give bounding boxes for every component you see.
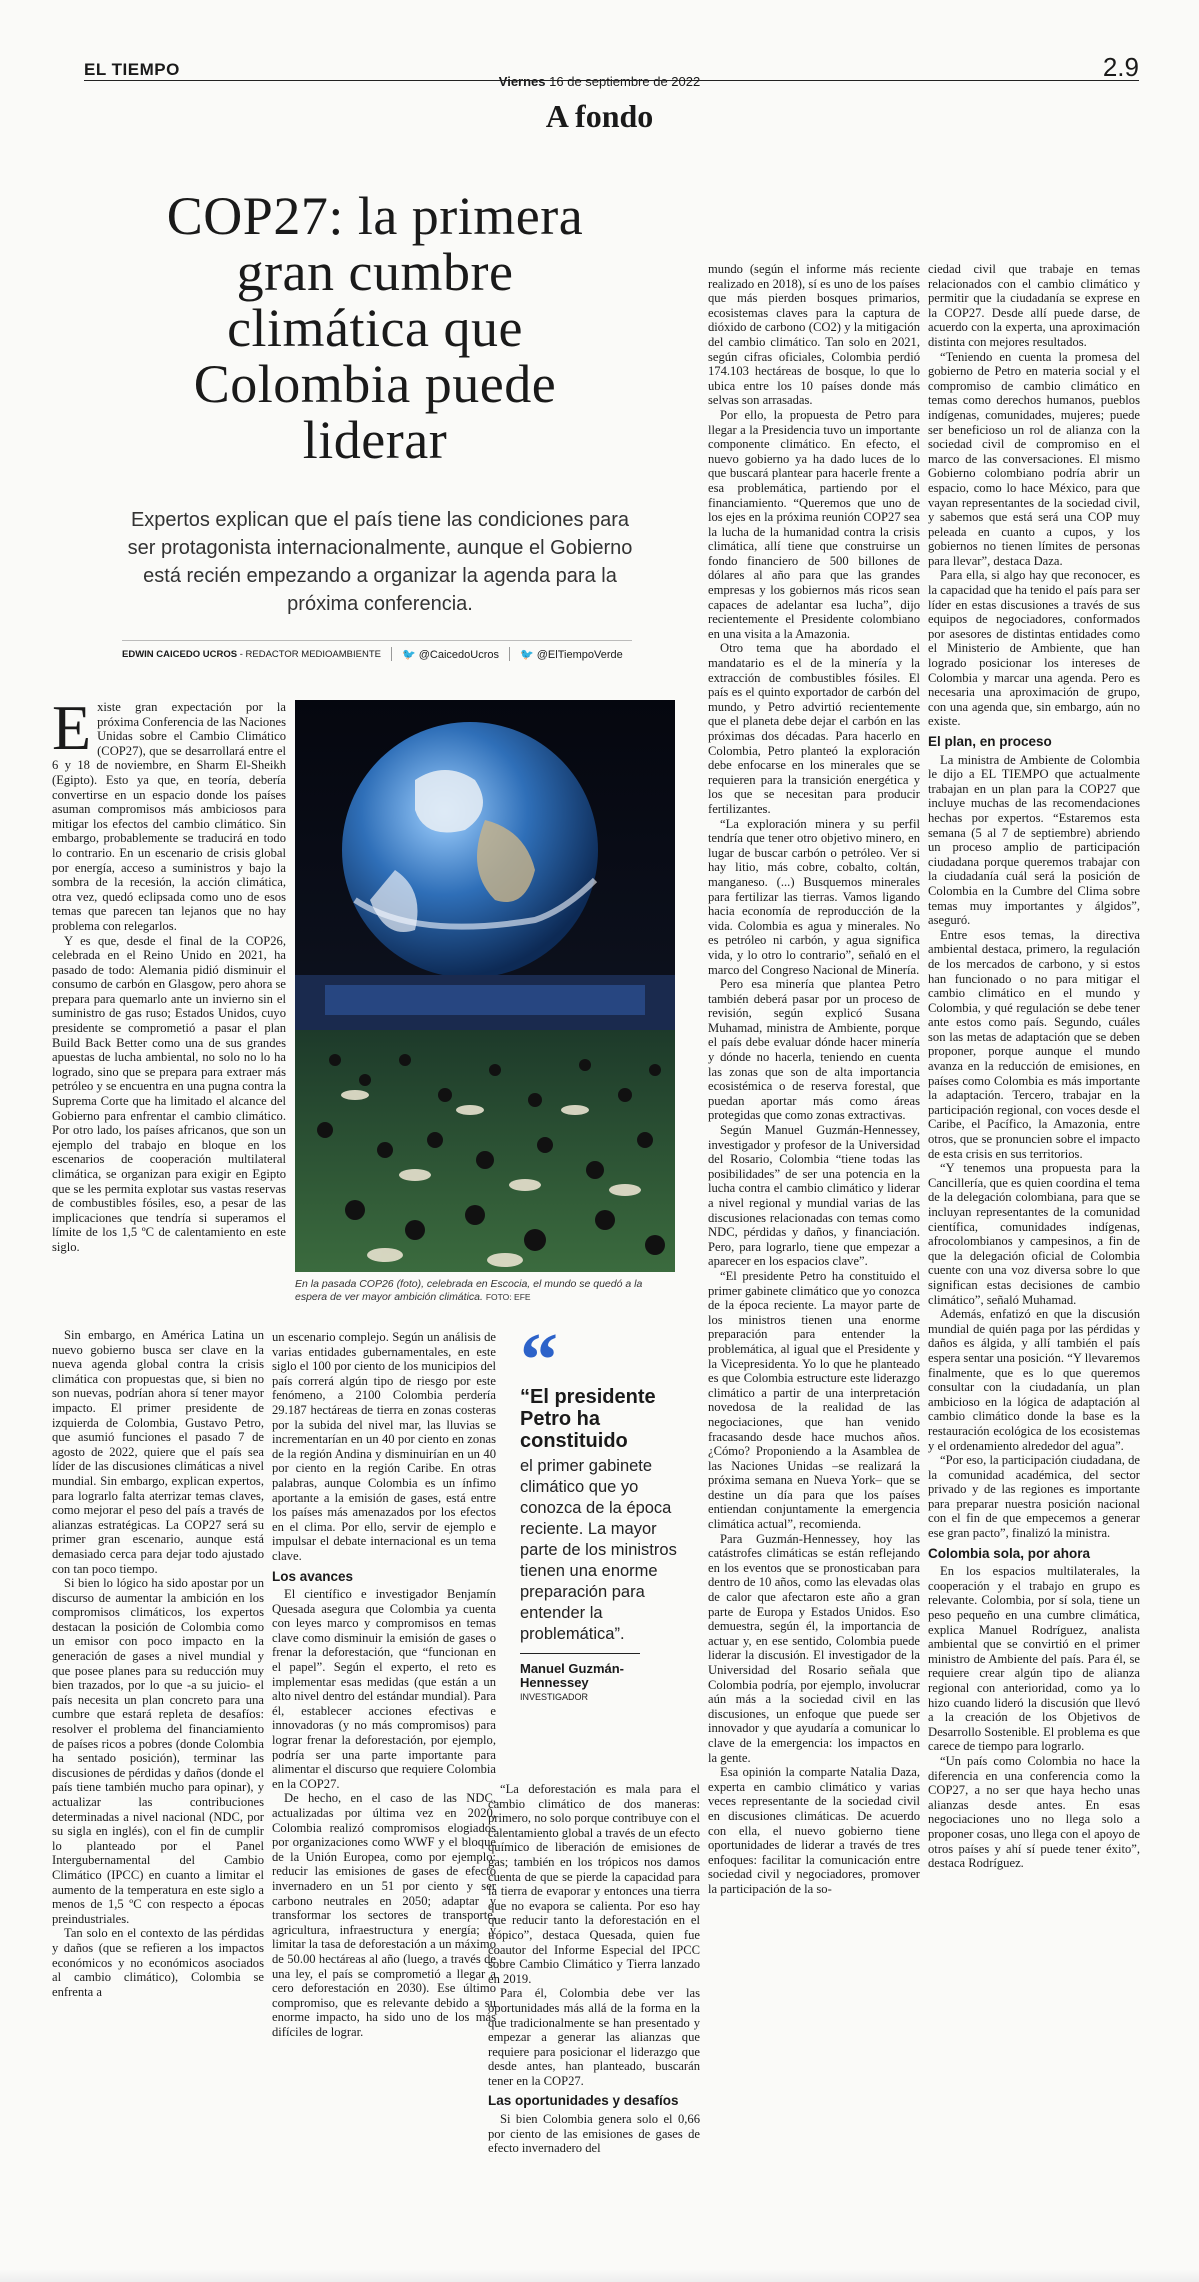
byline-author: EDWIN CAICEDO UCROS (122, 648, 238, 660)
quote-mark-icon: “ (520, 1318, 558, 1402)
paragraph: Si bien Colombia genera solo el 0,66 por ciento de las emisiones de gases de efecto invernadero del (488, 2112, 700, 2156)
paragraph: El científico e investigador Benjamín Quesada asegura que Colombia ya cuenta con leyes marco y compromisos en temas clave como disminuir la emisión de gases o frenar la deforestación, que “funcionan en el papel”. Según el experto, el reto es implementar esas medidas (que están a un alto nivel dentro del estándar mundial). Para él, establecer acciones efectivas e innovadoras (y no más compromisos) para lograr frenar la deforestación, por ejemplo, podría ser una parte importante para alimentar el discurso que requiere Colombia en la COP27. (272, 1587, 496, 1791)
paragraph: Esa opinión la comparte Natalia Daza, experta en cambio climático y varias veces representante de la sociedad civil en discusiones climáticas. De acuerdo con ella, el nuevo gobierno tiene oportunidades de liderar a través de tres enfoques: facilitar la comunicación entre sociedad civil y negociadores, promover la participación de la so- (708, 1765, 920, 1896)
paragraph: Pero esa minería que plantea Petro también deberá pasar por un proceso de revisión, según explicó Susana Muhamad, ministra de Ambiente, porque el país debe evaluar dónde hacer minería y dónde no hacerla, teniendo en cuenta las zonas que son de alta importancia ecosistémica o de reserva forestal, que puedan aportar más como áreas protegidas que como zonas extractivas. (708, 977, 920, 1123)
subhead-plan: El plan, en proceso (928, 734, 1052, 749)
cop26-photo (295, 700, 675, 1272)
paragraph: Por ello, la propuesta de Petro para llegar a la Presidencia tuvo un importante componente climático. En efecto, el nuevo gobierno ya ha dado luces de lo que buscará plantear para hacerle frente a esa problemática, partiendo por el financiamiento. “Queremos que uno de los ejes en la próxima reunión COP27 sea la lucha de la humanidad contra la crisis climática, allí tiene que construirse un fondo financiero de 500 billones de dólares al año para que las grandes empresas y los gobiernos más ricos sean capaces de adelantar esa lucha”, dijo recientemente el Presidente colombiano en una visita a la Amazonia. (708, 407, 920, 641)
deck: Expertos explican que el país tiene las condiciones para ser protagonista internacionalmente, aunque el Gobierno está recién empezando a organizar la agenda para la próxima conferencia. (127, 509, 633, 615)
paragraph: Según Manuel Guzmán-Hennessey, investigador y profesor de la Universidad del Rosario, Colombia “tiene todas las posibilidades” de ser una potencia en la lucha contra el cambio climático y liderar a nivel regional y mundial varias de las discusiones relacionadas con temas como NDC, pérdidas y daños, y financiación. Pero, para lograrlo, tiene que empezar a aparecer en los espacios clave”. (708, 1123, 920, 1269)
paragraph: La ministra de Ambiente de Colombia le dijo a EL TIEMPO que actualmente trabajan en un plan para la COP27 que incluye muchas de las recomendaciones hechas por expertos. “Estaremos esta semana (5 al 7 de septiembre) abriendo un proceso amplio de participación ciudadana porque queremos trabajar con la ciudadanía cuál será la posición de Colombia en la Cumbre del Clima sobre temas muy importantes y álgidos”, aseguró. (928, 752, 1140, 928)
date-rest: 16 de septiembre de 2022 (549, 74, 701, 89)
quote-role: INVESTIGADOR (520, 1692, 589, 1702)
quote-author: Manuel Guzmán-Hennessey (520, 1661, 625, 1690)
paragraph: Para él, Colombia debe ver las oportunidades más allá de la forma en la que tradicionalmente se han presentado y empezar a generar las alianzas que requiere para posicionar el liderazgo que desde antes, han planteado, buscarán tener en la COP27. (488, 1986, 700, 2088)
paragraph: “Y tenemos una propuesta para la Cancillería, que es quien coordina el tema de la delegación colombiana, para que se incluyan representantes de la comunidad científica, comunidades indígenas, afrocolombianos y campesinos, a fin de que la delegación oficial de Colombia cuente con una voz diversa sobre lo que significan estas decisiones de cambio climático”, señaló Muhamad. (928, 1161, 1140, 1307)
paragraph: “El presidente Petro ha constituido el primer gabinete climático que yo conozca de la época reciente. La mayor parte de los ministros tienen una enorme preparación para entender la problemática, al igual que el Presidente y la Vicepresidenta. Yo lo que he planteado es que Colombia estructure este liderazgo climático a partir de una interpretación novedosa de la realidad de las negociaciones, que han venido fracasando desde hace muchos años. ¿Cómo? Proponiendo a la Asamblea de las Naciones Unidas –se realizará la próxima semana en Nueva York– que se destine un día para que los países entiendan conjuntamente la emergencia climática actual”, recomienda. (708, 1268, 920, 1532)
paragraph: Para Guzmán-Hennessey, hoy las catástrofes climáticas se están reflejando en los eventos que se pronosticaban para dentro de 10 años, como las elevadas olas de calor que afectaron este año a gran parte de Europa y Estados Unidos. Eso demuestra, según él, la importancia de actuar y, en ese sentido, Colombia puede liderar la discusión. El investigador de la Universidad del Rosario señala que Colombia podría, por ejemplo, involucrar aún más a la sociedad civil en las discusiones, un enfoque que puede ser innovador y que ayudaría a comunicar lo clave de la emergencia: los impactos en la gente. (708, 1531, 920, 1765)
photo-credit: FOTO: EFE (485, 1292, 531, 1302)
paragraph: un escenario complejo. Según un análisis de varias entidades gubernamentales, en este siglo el 100 por ciento de los municipios del país correrá algún tipo de riesgo por este fenómeno, a 2100 Colombia perdería 29.187 hectáreas de tierra en zonas costeras por la subida del nivel mar, las lluvias se incrementarían en un 40 por ciento en zonas de la región Andina y disminuirían en un 40 por ciento en la región Caribe. En otras palabras, aunque Colombia es un ínfimo aportante a la emisión de gases, está entre los países más amenazados por los efectos en el clima. Por ello, servir de ejemplo e impulsar el debate internacional es un tema clave. (272, 1330, 496, 1563)
byline-separator (509, 647, 510, 661)
header-rule (84, 80, 1139, 81)
column-5 (928, 262, 1140, 1871)
column-4 (708, 262, 920, 1897)
paragraph: “La exploración minera y su perfil tendría que tener otro objetivo minero, en lugar de buscar carbón o petróleo. Ver si hay litio, más cobre, cobalto, coltán, manganeso. (...) Busquemos minerales para fertilizar las tierras. Vamos ligando hacia economía de reproducción de la vida. Colombia es agua y minerales. No es petróleo ni carbón, y agua significa vida, y lo otro lo contrario”, señaló en el marco del Congreso Nacional de Minería. (708, 816, 920, 977)
paragraph: “Por eso, la participación ciudadana, de la comunidad académica, del sector privado y de las regiones es importante para preparar nuestra posición nacional con el fin de que empecemos a generar ese gran pacto”, finalizó la ministra. (928, 1453, 1140, 1541)
subhead-avances: Los avances (272, 1568, 354, 1584)
byline (122, 640, 632, 661)
paragraph: De hecho, en el caso de las NDC, actualizadas por última vez en 2020, Colombia realizó compromisos elogiados por organizaciones como WWF y el bloque de la Unión Europea, como por ejemplo: reducir las emisiones de gases de efecto invernadero en un 51 por ciento y ser carbono neutrales en 2050; adaptar y transformar los sectores de transporte, agricultura, infraestructura y energía; y limitar la tasa de deforestación a un máximo de 50.00 hectáreas al año (luego, a través de una ley, el país se comprometió a llegar a cero deforestación en 2030). Ese último compromiso, que es relevante debido a su enorme impacto, ha sido uno de los más difíciles de lograr. (272, 1791, 496, 2039)
quote-body: el primer gabinete climático que yo conozca de la época reciente. La mayor parte de los ministros tienen una enorme preparación para entender la problemática”. (520, 1457, 677, 1643)
paragraph: “La deforestación es mala para el cambio climático de dos maneras: primero, no solo porque contribuye con el calentamiento global a través de un efecto químico de liberación de emisiones de gas; también en los trópicos nos damos cuenta de que se pierde la capacidad para la tierra de evaporar y entonces una tierra que no evapora se calienta. Por eso hay que reducir tanto la deforestación en el trópico”, destaca Quesada, quien fue coautor del Informe Especial del IPCC sobre Cambio Climático y Tierra lanzado en 2019. (488, 1782, 700, 1986)
quote-rule (520, 1653, 640, 1654)
paragraph: Y es que, desde el final de la COP26, celebrada en el Reino Unido en 2021, ha pasado de todo: Alemania pidió disminuir el consumo de carbón en Glasgow, pero ahora se prepara para quemarlo ante un invierno sin el suministro de gas ruso; Estados Unidos, cuyo presidente se comprometió a pasar el plan Build Back Better como una de sus grandes apuestas de lucha ambiental, no solo no lo ha logrado, sino que se prepara para extraer más petróleo y se encuentra en una pugna contra la Suprema Corte que ha limitado el alcance del Gobierno para enfrentar el cambio climático. Por otro lado, los países africanos, que son un ejemplo del trabajo en bloque en los escenarios de cooperación multilateral climática, se organizan para exigir en Egipto que se les permita explotar sus vastas reservas de combustibles fósiles, eso, a pesar de las implicaciones que tendría si superamos el límite de los 1,5 ºC de calentamiento en este siglo. (52, 933, 286, 1254)
paragraph: Además, enfatizó en que la discusión mundial de quién paga por las pérdidas y daños es álgida, y allí también el país espera sentar una posición. “Y llevaremos finalmente, que es lo que queremos consultar con la ciudadanía, un plan ambicioso en la lógica de adaptación al cambio climático donde la base es la restauración ecológica de los ecosistemas y el ordenamiento alrededor del agua”. (928, 1307, 1140, 1453)
section-title: A fondo (545, 98, 654, 134)
paragraph: Sin embargo, en América Latina un nuevo gobierno busca ser clave en la nueva agenda global contra la crisis climática con propuestas que, si bien no son nuevas, podrían ahora sí tener mayor impacto. El primer presidente de izquierda de Colombia, Gustavo Petro, que asumió funciones el pasado 7 de agosto de 2022, quiere que el país sea líder de las discusiones climáticas a nivel mundial. Sin embargo, explican expertos, para lograrlo falta aterrizar temas claves, como mejorar el peso del país a través de alianzas estratégicas. La COP27 será su primer gran escenario, aunque está demasiado cerca para dejar todo ajustado con tan poco tiempo. (52, 1328, 264, 1576)
dropcap: E (52, 692, 92, 763)
paragraph: mundo (según el informe más reciente realizado en 2018), sí es uno de los países que más pierden bosques primarios, ecosistemas claves para la captura de dióxido de carbono (CO2) y la mitigación del cambio climático. Tan solo en 2021, según cifras oficiales, Colombia perdió 174.103 hectáreas de bosque, lo que lo ubica entre los 10 países donde más selvas son arrasadas. (708, 262, 920, 408)
page-number: 2.9 (1102, 52, 1139, 82)
subhead-oportunidades: Las oportunidades y desafíos (488, 2093, 679, 2109)
paragraph: Entre esos temas, la directiva ambiental destaca, primero, la regulación de los mercados de carbono, y si estos han funcionado o no para mitigar el cambio climático en el mundo y Colombia, y qué regulación se debe tener ante estos como país. Segundo, cuáles son las metas de adaptación que se deben proponer, porque aunque el mundo avanza en la reducción de emisiones, en países como Colombia es más importante la adaptación. Tercero, trabajar en la participación regional, con voces desde el Caribe, el Pacífico, la Amazonia, entre otros, que se pronuncien sobre el impacto de esta crisis en sus territorios. (928, 927, 1140, 1161)
paragraph: Para ella, si algo hay que reconocer, es la capacidad que ha tenido el país para ser líder en estas discusiones a través de sus equipos de negociadores, conformados por asesores de distintas entidades como el Ministerio de Ambiente, que han logrado posicionar los intereses de Colombia y marcar una agenda. Pero es necesaria una aproximación de grupo, con una agenda que, sin embargo, aún no existe. (928, 568, 1140, 729)
masthead: EL TIEMPO (84, 60, 180, 79)
paragraph: ciedad civil que trabaje en temas relacionados con el cambio climático y permitir que la ciudadanía se exprese en la COP27. Desde allí puede darse, de acuerdo con la experta, una aproximación distinta con mejores resultados. (928, 262, 1140, 349)
column-3 (488, 1782, 700, 2156)
subhead-colombia-sola: Colombia sola, por ahora (928, 1545, 1091, 1561)
twitter-bird-icon: 🐦 (401, 648, 416, 661)
issue-date (0, 74, 1199, 89)
twitter-author[interactable]: 🐦 @CaicedoUcros (401, 648, 499, 661)
paragraph: Otro tema que ha abordado el mandatario es el de la minería y la extracción de combustibles fósiles. El país es el quinto exportador de carbón del mundo, y Petro advirtió recientemente que el planeta debe dejar el carbón en las próximas dos décadas. Para hacerlo en Colombia, Petro planteó la exploración debe enfocarse en los minerales que se requieren para la transición energética y los que se necesitan para producir fertilizantes. (708, 641, 920, 816)
twitter-bird-icon: 🐦 (520, 648, 534, 661)
paragraph: “Teniendo en cuenta la promesa del gobierno de Petro en materia social y el compromiso de cambio climático en temas como derechos humanos, pueblos indígenas, comunidades, mujeres; puede ser beneficioso un rol de alianza con la sociedad civil de compromiso en el marco de las conversaciones. El mismo Gobierno colombiano podría abrir un espacio, como lo hace México, para que vayan representantes de la sociedad civil, y sabemos que está será una COP muy peleada en cuanto a cupos, y los gobiernos no tienen límites de personas para llevar”, destaca Daza. (928, 349, 1140, 568)
paragraph: Si bien lo lógico ha sido apostar por un discurso de aumentar la ambición en los compromisos climáticos, los expertos destacan la posición de Colombia como un emisor con poco impacto en la generación de gases a nivel mundial y que posee planes para su reducción muy bien trazados, por lo que -a su juicio- el país necesita un plan concreto para una cumbre que estará repleta de desafíos: resolver el problema del financiamiento de países ricos a pobres (donde Colombia ha sentado posición), terminar las discusiones de pérdidas y daños (donde el país tiene también mucho para opinar), y actualizar las contribuciones determinadas a nivel nacional (NDC, por su sigla en inglés), con el fin de cumplir lo planteado por el Panel Intergubernamental del Cambio Climático (IPCC) en cuanto a limitar el aumento de la temperatura en este siglo a menos de 1,5 ºC con respecto a épocas preindustriales. (52, 1576, 264, 1926)
byline-role: - REDACTOR MEDIOAMBIENTE (237, 648, 381, 660)
pull-quote (520, 1318, 680, 1702)
headline: COP27: la primera gran cumbre climática que Colombia puede liderar (166, 186, 584, 470)
quote-title: “El presidente Petro ha constituido (520, 1386, 656, 1452)
column-2 (272, 1330, 496, 2040)
column-1-lower (52, 1328, 264, 1999)
paragraph: En los espacios multilaterales, la cooperación y el trabajo en grupo es relevante. Colombia, por sí sola, tiene un peso pequeño en una cumbre climática, explica Manuel Rodríguez, analista ambiental que se convirtió en el primer ministro de Ambiente del país. Para él, se requiere crear algún tipo de alianza regional con anterioridad, como ya lo hizo cuando lideró la discusión que llevó a la creación de los Objetivos de Desarrollo Sostenible. El problema es que carece de tiempo para lograrlo. (928, 1564, 1140, 1754)
byline-separator (391, 647, 392, 661)
twitter-paper[interactable]: 🐦 @ElTiempoVerde (520, 648, 623, 661)
paragraph: “Un país como Colombia no hace la diferencia en una conferencia como la COP27, a no ser que haya hecho unas alianzas desde antes. En esas negociaciones uno no llega solo a proponer cosas, uno llega con el apoyo de otros países y ahí sí puede tener éxito”, destaca Rodríguez. (928, 1753, 1140, 1871)
scan-edge (0, 2270, 1199, 2282)
photo-caption: En la pasada COP26 (foto), celebrada en Escocia, el mundo se quedó a la espera de ver mayor ambición climática. FOTO: EFE (295, 1278, 643, 1303)
column-1: Existe gran expectación por la próxima Conferencia de las Naciones Unidas sobre el Cambio Climático (COP27), que se desarrollará entre el 6 y 18 de noviembre, en Sharm El-Sheikh (Egipto). Esto ya que, en teoría, debería convertirse en un espacio donde los países asuman compromisos más ambiciosos para mitigar los efectos del cambio climático. Sin embargo, probablemente se traducirá en todo lo contrario. En un escenario de crisis global por energía, acceso a suministros y bajo la sombra de la recesión, la acción climática, otra vez, quedó eclipsada como uno de esos temas que parecen tan lejanos que no hay problema con relegarlos. Y es que, desde el final de la COP26, celebrada en el Reino Unido en 2021, ha pasado de todo: Alemania pidió disminuir el consumo de carbón en Glasgow, pero ahora se prepara para quemarlo ante un invierno sin el suministro de gas ruso; Estados Unidos, cuyo presidente se comprometió a pasar el plan Build Back Better como una de sus grandes apuestas de lucha ambiental, no solo no lo ha logrado, sino que se prepara para extraer más petróleo y se encuentra en una pugna contra la Suprema Corte que ha limitado el alcance del Gobierno para enfrentar el cambio climático. Por otro lado, los países africanos, que son un ejemplo del trabajo en bloque en los escenarios de cooperación multilateral climática, se organizan para exigir en Egipto que se les permita explotar sus vastas reservas de combustibles fósiles, eso, a pesar de las implicaciones que tendría si superamos el límite de los 1,5 ºC de calentamiento en este siglo. (52, 692, 286, 1254)
date-day: Viernes (498, 74, 546, 89)
paragraph: Tan solo en el contexto de las pérdidas y daños (que se refieren a los impactos económicos y no económicos asociados al cambio climático), Colombia se enfrenta a (52, 1926, 264, 1999)
byline-author-block (122, 649, 381, 660)
